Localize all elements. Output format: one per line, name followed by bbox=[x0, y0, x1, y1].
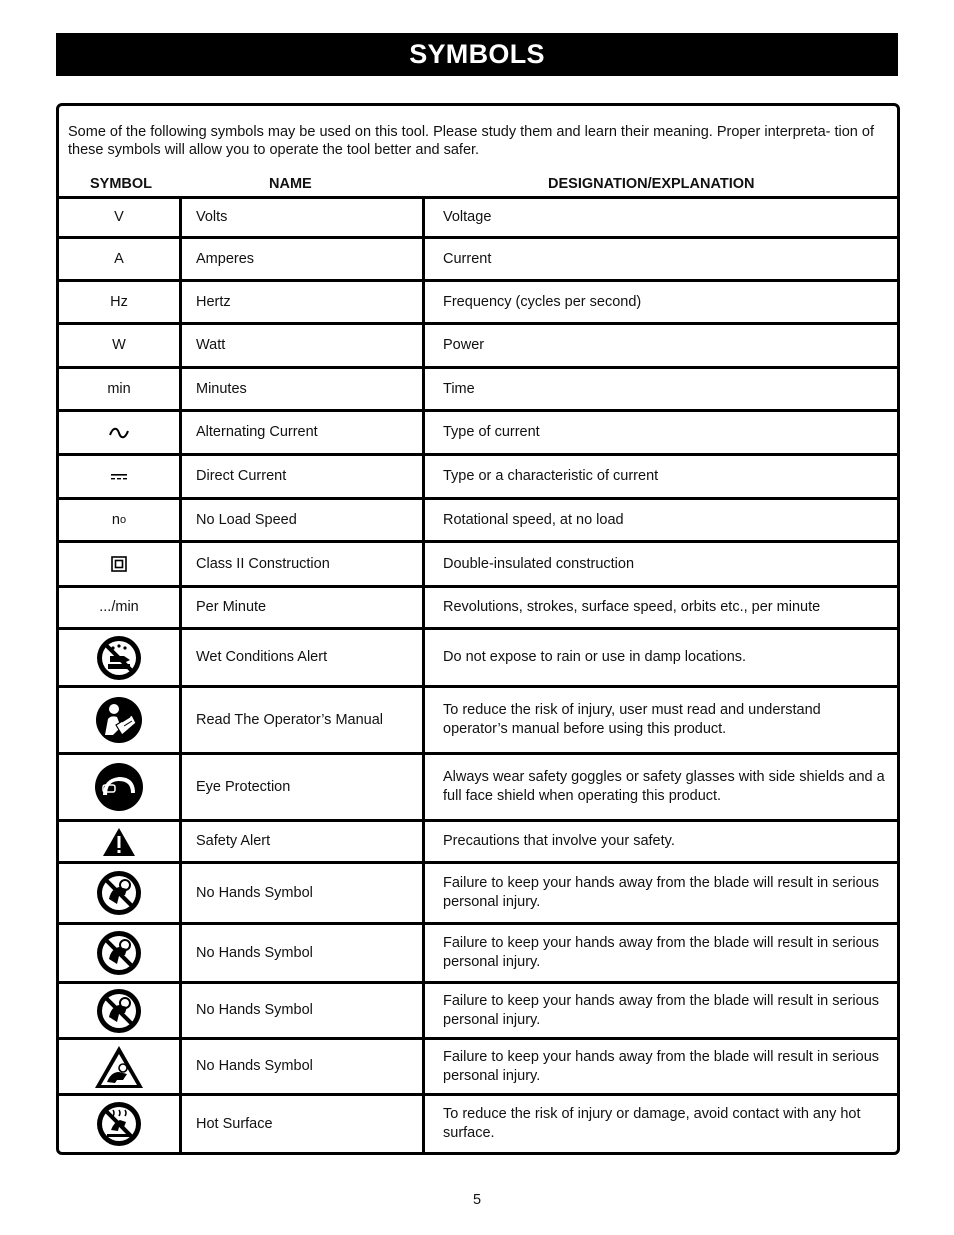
symbol-text: .../min bbox=[99, 599, 139, 615]
symbol-cell bbox=[59, 199, 179, 236]
symbol-text: W bbox=[112, 337, 126, 353]
designation-cell: Frequency (cycles per second) bbox=[443, 293, 642, 310]
page-number: 5 bbox=[472, 1192, 482, 1208]
symbol-cell bbox=[59, 456, 179, 497]
no-hands-warning-icon bbox=[93, 1044, 145, 1090]
header-symbol: SYMBOL bbox=[90, 176, 153, 192]
name-cell: No Hands Symbol bbox=[196, 1002, 313, 1018]
name-cell: Minutes bbox=[196, 380, 247, 397]
eye-protection-icon bbox=[93, 761, 145, 813]
hot-surface-icon bbox=[95, 1100, 143, 1148]
direct-current-icon bbox=[110, 473, 128, 481]
table-row bbox=[59, 540, 897, 585]
designation-cell: Voltage bbox=[443, 209, 492, 225]
symbol-text: Hz bbox=[110, 293, 128, 310]
designation-cell: Precautions that involve your safety. bbox=[443, 833, 675, 849]
name-cell: Alternating Current bbox=[196, 424, 318, 440]
symbol-cell bbox=[59, 630, 179, 685]
name-cell: Watt bbox=[196, 337, 226, 353]
name-cell: No Load Speed bbox=[196, 511, 297, 528]
class-ii-construction-icon bbox=[111, 556, 127, 572]
symbol-text: A bbox=[114, 250, 124, 267]
symbol-text: min bbox=[107, 380, 131, 397]
no-hands-icon bbox=[95, 869, 143, 917]
symbol-cell bbox=[59, 688, 179, 752]
symbols-table-frame bbox=[56, 103, 900, 1155]
table-row bbox=[59, 196, 897, 236]
symbol-text: n bbox=[111, 511, 120, 528]
column-headers bbox=[59, 176, 897, 196]
no-hands-icon bbox=[95, 987, 143, 1035]
name-cell: No Hands Symbol bbox=[196, 884, 313, 901]
designation-cell: Current bbox=[443, 250, 492, 267]
symbol-cell bbox=[59, 543, 179, 585]
table-row bbox=[59, 861, 897, 922]
symbol-text: V bbox=[114, 209, 124, 225]
symbol-cell bbox=[59, 864, 179, 922]
table-row bbox=[59, 627, 897, 685]
symbol-cell bbox=[59, 822, 179, 861]
symbol-cell bbox=[59, 412, 179, 453]
name-cell: Wet Conditions Alert bbox=[196, 649, 328, 665]
table-row bbox=[59, 922, 897, 981]
symbol-cell bbox=[59, 925, 179, 981]
designation-cell: Type of current bbox=[443, 424, 540, 440]
header-designation: DESIGNATION/EXPLANATION bbox=[548, 176, 755, 192]
name-cell: Per Minute bbox=[196, 599, 267, 615]
table-row bbox=[59, 585, 897, 627]
symbol-cell bbox=[59, 1096, 179, 1152]
alternating-current-icon bbox=[108, 426, 130, 440]
name-cell: No Hands Symbol bbox=[196, 944, 313, 961]
table-row bbox=[59, 366, 897, 409]
page-title: SYMBOLS bbox=[56, 33, 898, 76]
symbol-subscript: o bbox=[119, 513, 127, 526]
designation-cell: Do not expose to rain or use in damp locations. bbox=[443, 649, 747, 665]
designation-cell: Always wear safety goggles or safety glasses with side shields and a full face shield when operating this product. bbox=[443, 769, 885, 804]
wet-conditions-alert-icon bbox=[95, 634, 143, 682]
symbol-cell bbox=[59, 1040, 179, 1093]
symbol-cell bbox=[59, 282, 179, 322]
name-cell: Eye Protection bbox=[196, 778, 291, 795]
symbol-cell bbox=[59, 369, 179, 409]
designation-cell: Power bbox=[443, 337, 485, 353]
intro-text: Some of the following symbols may be used on this tool. Please study them and learn their meaning. Proper interpreta- tion of these symbols will allow you to operate the tool better and safer. bbox=[68, 124, 874, 158]
name-cell: Hertz bbox=[196, 293, 231, 310]
name-cell: Class II Construction bbox=[196, 555, 330, 572]
table-row bbox=[59, 279, 897, 322]
table-row bbox=[59, 497, 897, 540]
name-cell: No Hands Symbol bbox=[196, 1058, 313, 1074]
symbol-cell bbox=[59, 500, 179, 540]
name-cell: Hot Surface bbox=[196, 1115, 273, 1132]
name-cell: Safety Alert bbox=[196, 833, 271, 849]
designation-cell: To reduce the risk of injury or damage, avoid contact with any hot surface. bbox=[443, 1106, 861, 1141]
symbol-cell bbox=[59, 239, 179, 279]
no-hands-icon bbox=[95, 929, 143, 977]
name-cell: Amperes bbox=[196, 250, 255, 267]
table-row bbox=[59, 685, 897, 752]
designation-cell: Type or a characteristic of current bbox=[443, 468, 659, 484]
designation-cell: Failure to keep your hands away from the blade will result in serious personal injury. bbox=[443, 875, 880, 910]
table-row bbox=[59, 322, 897, 366]
name-cell: Read The Operator’s Manual bbox=[196, 711, 383, 728]
table-row bbox=[59, 1093, 897, 1152]
designation-cell: To reduce the risk of injury, user must read and understand operator’s manual before using this product. bbox=[443, 702, 821, 737]
designation-cell: Revolutions, strokes, surface speed, orbits etc., per minute bbox=[443, 599, 821, 615]
header-name: NAME bbox=[269, 176, 312, 192]
designation-cell: Time bbox=[443, 380, 475, 397]
read-manual-icon bbox=[94, 695, 144, 745]
symbol-cell bbox=[59, 588, 179, 627]
designation-cell: Failure to keep your hands away from the blade will result in serious personal injury. bbox=[443, 935, 880, 970]
table-row bbox=[59, 453, 897, 497]
symbol-cell bbox=[59, 984, 179, 1037]
symbol-cell bbox=[59, 325, 179, 366]
designation-cell: Rotational speed, at no load bbox=[443, 511, 624, 528]
designation-cell: Failure to keep your hands away from the blade will result in serious personal injury. bbox=[443, 1048, 880, 1084]
designation-cell: Double-insulated construction bbox=[443, 555, 635, 572]
safety-alert-icon bbox=[102, 827, 136, 857]
table-row bbox=[59, 819, 897, 861]
symbol-cell bbox=[59, 755, 179, 819]
table-row bbox=[59, 1037, 897, 1093]
table-row bbox=[59, 981, 897, 1037]
table-row bbox=[59, 752, 897, 819]
table-row bbox=[59, 409, 897, 453]
table-row bbox=[59, 236, 897, 279]
designation-cell: Failure to keep your hands away from the blade will result in serious personal injury. bbox=[443, 992, 880, 1028]
name-cell: Direct Current bbox=[196, 468, 287, 484]
name-cell: Volts bbox=[196, 209, 228, 225]
